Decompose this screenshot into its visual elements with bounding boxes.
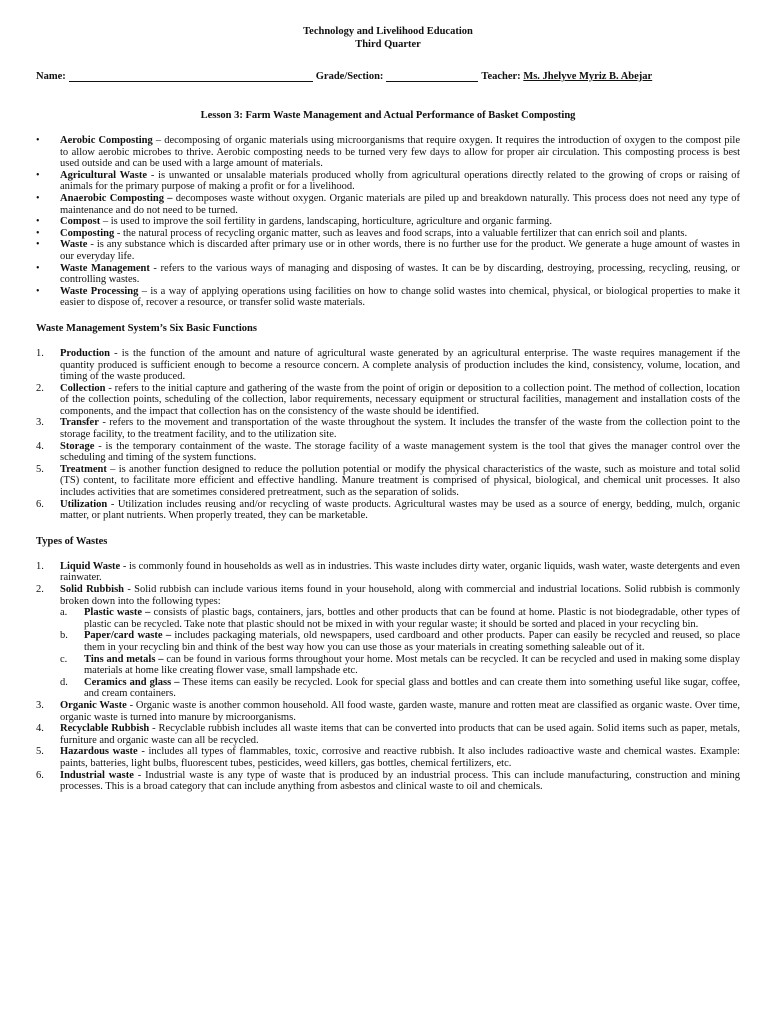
term: Solid Rubbish xyxy=(60,584,125,595)
list-item xyxy=(36,584,740,700)
subject-title: Technology and Livelihood Education xyxy=(303,26,473,37)
types-list xyxy=(36,561,740,793)
term: Paper/card waste – xyxy=(84,630,172,642)
list-item xyxy=(36,193,740,216)
item-number: 2. xyxy=(36,382,44,394)
definition: consists of plastic bags, containers, jars, bottles and other products that can be found at home. Plastic is not biodegradable, other types of plastic can be recycled. Take note that plastic should not be mixed in with your regular waste; it should be sorted and placed in your recycling bin. xyxy=(84,607,740,630)
bullet-icon: • xyxy=(36,216,40,228)
term: Waste Management xyxy=(60,262,150,274)
list-item xyxy=(36,348,740,383)
list-item xyxy=(36,228,740,240)
term: Aerobic Composting xyxy=(60,135,153,146)
item-number: 6. xyxy=(36,498,44,510)
definition: includes packaging materials, old newspapers, used cardboard and other products. Paper can easily be recycled and reused, so place them in your recycling bin and think of the best way how you can use those as your materials in creating something saleable out of it. xyxy=(84,630,740,653)
definition: - is commonly found in households as well as in industries. This waste includes dirty water, organic liquids, wash water, waste detergents and even rainwater. xyxy=(60,560,740,584)
term: Plastic waste – xyxy=(84,607,151,619)
item-number: 6. xyxy=(36,769,44,781)
item-number: 4. xyxy=(36,723,44,735)
list-item xyxy=(36,561,740,584)
definition: - is the temporary containment of the waste. The storage facility of a waste management system is the tool that gives the manager control over the scheduling and timing of the system functions. xyxy=(60,440,740,464)
student-info-line xyxy=(36,71,740,82)
term: Storage xyxy=(60,440,95,452)
bullet-icon: • xyxy=(36,239,40,251)
list-item xyxy=(36,746,740,769)
definition: decomposes waste without oxygen. Organic materials are piled up and breakdown naturally. This process does not need any type of maintenance and do not need to be turned. xyxy=(60,192,741,216)
bullet-icon: • xyxy=(36,169,40,181)
grade-label: Grade/Section: xyxy=(315,71,384,82)
list-item xyxy=(60,654,740,677)
term: Composting xyxy=(60,227,115,239)
definition: - Recyclable rubbish includes all waste items that can be converted into products that can be used again. Solid items such as paper, metals, furniture and organic waste can all be recycled. xyxy=(60,723,741,746)
definition: - Organic waste is another common household. All food waste, garden waste, manure and rotten meat are classified as organic waste. Over time, organic waste is turned into manure by microorganisms. xyxy=(60,699,740,723)
list-item xyxy=(36,170,740,193)
term: Agricultural Waste xyxy=(60,169,148,181)
term: Recyclable Rubbish xyxy=(60,723,150,735)
list-item xyxy=(36,441,740,464)
types-heading: Types of Wastes xyxy=(36,535,108,547)
definition: – is a way of applying operations using facilities on how to change solid wastes into chemical, physical, or biological properties to make it easier to dispose of, recover a resource, or transfer solid waste materials. xyxy=(60,285,740,309)
name-label: Name: xyxy=(36,71,66,82)
teacher-name: Ms. Jhelyve Myriz B. Abejar xyxy=(523,71,653,82)
term: Hazardous waste xyxy=(60,746,138,758)
list-item xyxy=(36,286,740,309)
term: Tins and metals – xyxy=(84,653,164,665)
item-number: 3. xyxy=(36,699,44,711)
bullet-icon: • xyxy=(36,192,40,204)
term: Collection xyxy=(60,382,106,394)
definition: - Industrial waste is any type of waste that is produced by an industrial process. This can include manufacturing, construction and mining processes. This is a broad category that can include anything from asbestos and clinical waste to oil and chemicals. xyxy=(60,769,740,793)
list-item xyxy=(36,723,740,746)
definition: - the natural process of recycling organic matter, such as leaves and food scraps, into a valuable fertilizer that can enrich soil and plants. xyxy=(114,227,688,239)
list-item xyxy=(36,239,740,262)
grade-section-field[interactable] xyxy=(386,71,478,82)
list-item xyxy=(60,677,740,700)
list-item xyxy=(36,216,740,228)
list-item xyxy=(36,135,740,170)
definition: - refers to the movement and transportation of the waste throughout the system. It includes the transfer of the waste from the collection point to the storage facility, to the treatment facility, and to the utilization site. xyxy=(60,417,740,441)
definition: These items can easily be recycled. Look for special glass and bottles and can create them into something useful like sugar, coffee, and cream containers. xyxy=(84,676,740,700)
definition: – decomposing of organic materials using microorganisms that require oxygen. It requires the introduction of oxygen to the compost pile to allow aerobic microbes to thrive. Aerobic composting needs to be turned very few days to allow for proper air circulation. This composting process is best used outside and can be used with a large amount of materials. xyxy=(60,135,741,170)
item-number: 3. xyxy=(36,417,44,429)
item-number: 1. xyxy=(36,347,44,359)
lesson-title: Lesson 3: Farm Waste Management and Actual Performance of Basket Composting xyxy=(200,110,576,121)
term: Organic Waste xyxy=(60,699,127,711)
bullet-icon: • xyxy=(36,227,40,239)
definition: – is another function designed to reduce the pollution potential or modify the physical characteristics of the waste, such as moisture and total solid (TS) content, to facilitate more efficient and effective handling. Manure treatment is comprised of physical, biological, and chemical unit processes. It also includes activities that are sometimes considered pretreatment, such as the separation of solids. xyxy=(60,463,740,499)
term: Waste xyxy=(60,239,88,251)
item-number: 5. xyxy=(36,746,44,758)
term: Waste Processing xyxy=(60,285,139,297)
term: Anaerobic Composting – xyxy=(60,192,173,204)
document-header xyxy=(36,26,740,51)
list-item xyxy=(36,700,740,723)
item-letter: c. xyxy=(60,653,68,665)
definition: - refers to the initial capture and gathering of the waste from the point of origin or deposition to a collection point. The method of collection, location of the collection points, scheduling of the collection, labor requirements, necessary equipment or structural facilities, management and installation costs of the components, and the impact that collection has on the consistency of the waste should be identified. xyxy=(60,382,740,417)
bullet-icon: • xyxy=(36,285,40,297)
definition: - is unwanted or unsalable materials produced wholly from agricultural operations directly related to the growing of crops or raising of animals for the primary purpose of making a profit or for a livelihood. xyxy=(60,169,741,193)
name-field[interactable] xyxy=(69,71,313,82)
solid-rubbish-subtypes xyxy=(60,607,740,700)
list-item xyxy=(36,263,740,286)
term: Production xyxy=(60,347,110,359)
item-number: 1. xyxy=(36,560,44,572)
item-letter: b. xyxy=(60,630,68,642)
term: Compost xyxy=(60,216,101,228)
list-item xyxy=(36,770,740,793)
term: Transfer xyxy=(60,417,99,429)
list-item xyxy=(36,499,740,522)
item-letter: a. xyxy=(60,607,68,619)
term: Ceramics and glass – xyxy=(84,676,180,688)
functions-list xyxy=(36,348,740,522)
definition: - Utilization includes reusing and/or recycling of waste products. Agricultural wastes may be used as a source of energy, bedding, mulch, organic matter, or plant nutrients. When properly treated, they can be marketable. xyxy=(60,498,740,522)
term: Utilization xyxy=(60,498,108,510)
list-item xyxy=(36,383,740,418)
quarter-title: Third Quarter xyxy=(355,38,421,50)
item-number: 5. xyxy=(36,463,44,475)
definition: - is any substance which is discarded after primary use or in other words, there is no further use for the product. We generate a huge amount of wastes in our everyday life. xyxy=(60,239,740,262)
teacher-label: Teacher: xyxy=(481,71,521,82)
definition: – is used to improve the soil fertility in gardens, landscaping, horticulture, agriculture and organic farming. xyxy=(100,216,553,228)
functions-heading: Waste Management System’s Six Basic Functions xyxy=(36,322,257,334)
bullet-icon: • xyxy=(36,135,40,146)
definition: - includes all types of flammables, toxic, corrosive and reactive rubbish. It also includes radioactive waste and chemical wastes. Example: paints, batteries, light bulbs, fluorescent tubes, pesticides, weed killers, gas bottles, chemical fertilizers, etc. xyxy=(60,746,740,769)
list-item xyxy=(36,417,740,440)
definitions-list xyxy=(36,135,740,309)
item-letter: d. xyxy=(60,676,68,688)
list-item xyxy=(60,607,740,630)
list-item xyxy=(36,464,740,499)
term: Industrial waste xyxy=(60,769,134,781)
term: Liquid Waste xyxy=(60,560,121,572)
item-number: 4. xyxy=(36,440,44,452)
list-item xyxy=(60,630,740,653)
definition: - is the function of the amount and nature of agricultural waste generated by an agricultural enterprise. The waste requires management if the quantity produced is sufficient enough to become a resource concern. A complete analysis of production includes the kind, consistency, volume, location, and timing of the waste produced. xyxy=(60,347,740,383)
bullet-icon: • xyxy=(36,262,40,274)
definition: can be found in various forms throughout your home. Most metals can be recycled. It can be recycled and used in making some display materials at home like creating flower vase, small lampshade etc. xyxy=(84,653,740,677)
definition: - refers to the various ways of managing and disposing of wastes. It can be by discarding, destroying, processing, recycling, reusing, or controlling wastes. xyxy=(60,262,740,286)
term: Treatment xyxy=(60,463,107,475)
item-number: 2. xyxy=(36,584,44,595)
definition: - Solid rubbish can include various items found in your household, along with commercial and industrial locations. Solid rubbish is commonly broken down into the following types: xyxy=(60,584,740,607)
